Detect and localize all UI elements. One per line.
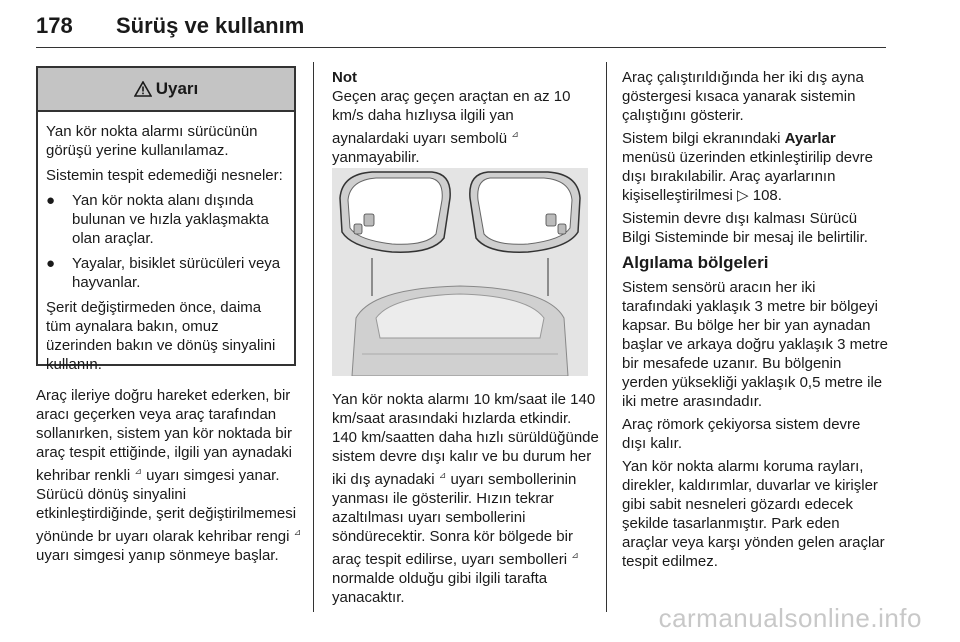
subsection-heading: Algılama bölgeleri <box>622 253 769 272</box>
warning-box <box>36 66 296 373</box>
note-block <box>332 68 594 171</box>
warning-bullet <box>46 254 286 292</box>
bullet-text: Yayalar, bisiklet sürücüleri veya hayvanlar. <box>72 255 281 291</box>
column-divider-2 <box>606 62 607 612</box>
text-run: uyarı sembollerinin yanması ile gösterilir. Hızın tekrar azaltılması uyarı sembollerini söndürecektir. Sonra kör bölgede bir araç tespit edilirse, uyarı sembolleri <box>332 471 577 568</box>
blind-spot-warning-icon: ⊿ <box>511 129 519 139</box>
warning-triangle-icon <box>134 81 152 97</box>
mirror-illustration <box>332 168 588 376</box>
left-paragraph <box>36 386 302 565</box>
watermark-url: carmanualsonline.info <box>658 603 922 633</box>
right-paragraph-2 <box>622 129 888 205</box>
text-run: Araç ileriye doğru hareket ederken, bir aracı geçerken veya araç tarafından sollanırken, sistem yan kör noktada bir araç tespit ettiğinde, ilgili yan aynadaki kehribar renkli <box>36 387 292 484</box>
right-paragraph-6: Yan kör nokta alarmı koruma rayları, direkler, kaldırımlar, duvarlar ve kirişler gibi sabit nesneleri gözardı edecek şekilde tasarlanmıştır. Park eden araçlar veya karşı yönden gelen araçlar tespit edilmez. <box>622 458 885 570</box>
mirror-drawing <box>332 168 588 376</box>
text-run: Sistem bilgi ekranındaki <box>622 130 781 147</box>
text-run: menüsü üzerinden etkinleştirilip devre dışı bırakılabilir. Araç ayarlarının kişiselleştirilmesi <box>622 149 873 204</box>
note-title: Not <box>332 69 357 86</box>
text-run: uyarı simgesi yanar. Sürücü dönüş sinyalini etkinleştirdiğinde, şerit değiştirilmemesi yönünde br uyarı olarak kehribar rengi <box>36 467 297 545</box>
text-run: Yan kör nokta alarmı 10 km/saat ile 140 km/saat arasındaki hızlarda etkindir. 140 km/saatten daha hızlı sürüldüğünde sistem devre dışı kalır ve bu durum her iki dış aynadaki <box>332 391 599 488</box>
right-column-text <box>622 68 888 575</box>
page-number: 178 <box>36 13 73 38</box>
right-paragraph-5: Araç römork çekiyorsa sistem devre dışı kalır. <box>622 416 861 452</box>
warning-bullet <box>46 191 286 248</box>
blind-spot-warning-icon: ⊿ <box>134 466 142 476</box>
warning-text-2: Sistemin tespit edemediği nesneler: <box>46 167 283 184</box>
settings-menu-label: Ayarlar <box>784 130 836 147</box>
column-divider-1 <box>313 62 314 612</box>
note-text <box>332 87 594 167</box>
middle-column-text <box>332 390 600 611</box>
warning-text-1: Yan kör nokta alarmı sürücünün görüşü yerine kullanılamaz. <box>46 123 258 159</box>
text-run: uyarı simgesi yanıp sönmeye başlar. <box>36 547 279 564</box>
text-run: Geçen araç geçen araçtan en az 10 km/s daha hızlıysa ilgili yan aynalardaki uyarı sembolü <box>332 88 571 147</box>
right-paragraph-4: Sistem sensörü aracın her iki tarafındaki yaklaşık 3 metre bir bölgeyi kapsar. Bu bölge her bir yan aynadan başlar ve arkaya doğru yaklaşık 3 metre bir mesafede uzanır. Bu bölgenin yerden yüksekliği yaklaşık 0,5 metre ile iki metre arasındadır. <box>622 279 888 410</box>
blind-spot-warning-icon: ⊿ <box>438 470 447 480</box>
blind-spot-warning-icon: ⊿ <box>293 527 302 537</box>
warning-header <box>38 68 294 112</box>
header-divider <box>36 47 886 48</box>
right-paragraph-3: Sistemin devre dışı kalması Sürücü Bilgi Sisteminde bir mesaj ile belirtilir. <box>622 210 868 246</box>
left-column-text <box>36 386 302 569</box>
warning-text-3: Şerit değiştirmeden önce, daima tüm aynalara bakın, omuz üzerinden bakın ve dönüş sinyalini kullanın. <box>46 299 276 373</box>
section-title: Sürüş ve kullanım <box>116 13 305 38</box>
bullet-dot: ● <box>46 255 56 272</box>
bullet-text: Yan kör nokta alanı dışında bulunan ve hızla yaklaşmakta olan araçlar. <box>72 192 269 247</box>
text-run: yanmayabilir. <box>332 149 420 166</box>
blind-spot-warning-icon: ⊿ <box>571 550 579 560</box>
middle-paragraph <box>332 390 600 607</box>
warning-title: Uyarı <box>155 79 199 98</box>
right-paragraph-1: Araç çalıştırıldığında her iki dış ayna göstergesi kısaca yanarak sistemin çalıştığını gösterir. <box>622 69 864 124</box>
bullet-dot: ● <box>46 192 56 209</box>
page-ref-arrow-icon: ▷ <box>737 187 749 204</box>
page-header <box>36 0 926 48</box>
page-reference: 108. <box>752 187 782 204</box>
text-run: normalde olduğu gibi ilgili tarafta yanacaktır. <box>332 570 548 606</box>
